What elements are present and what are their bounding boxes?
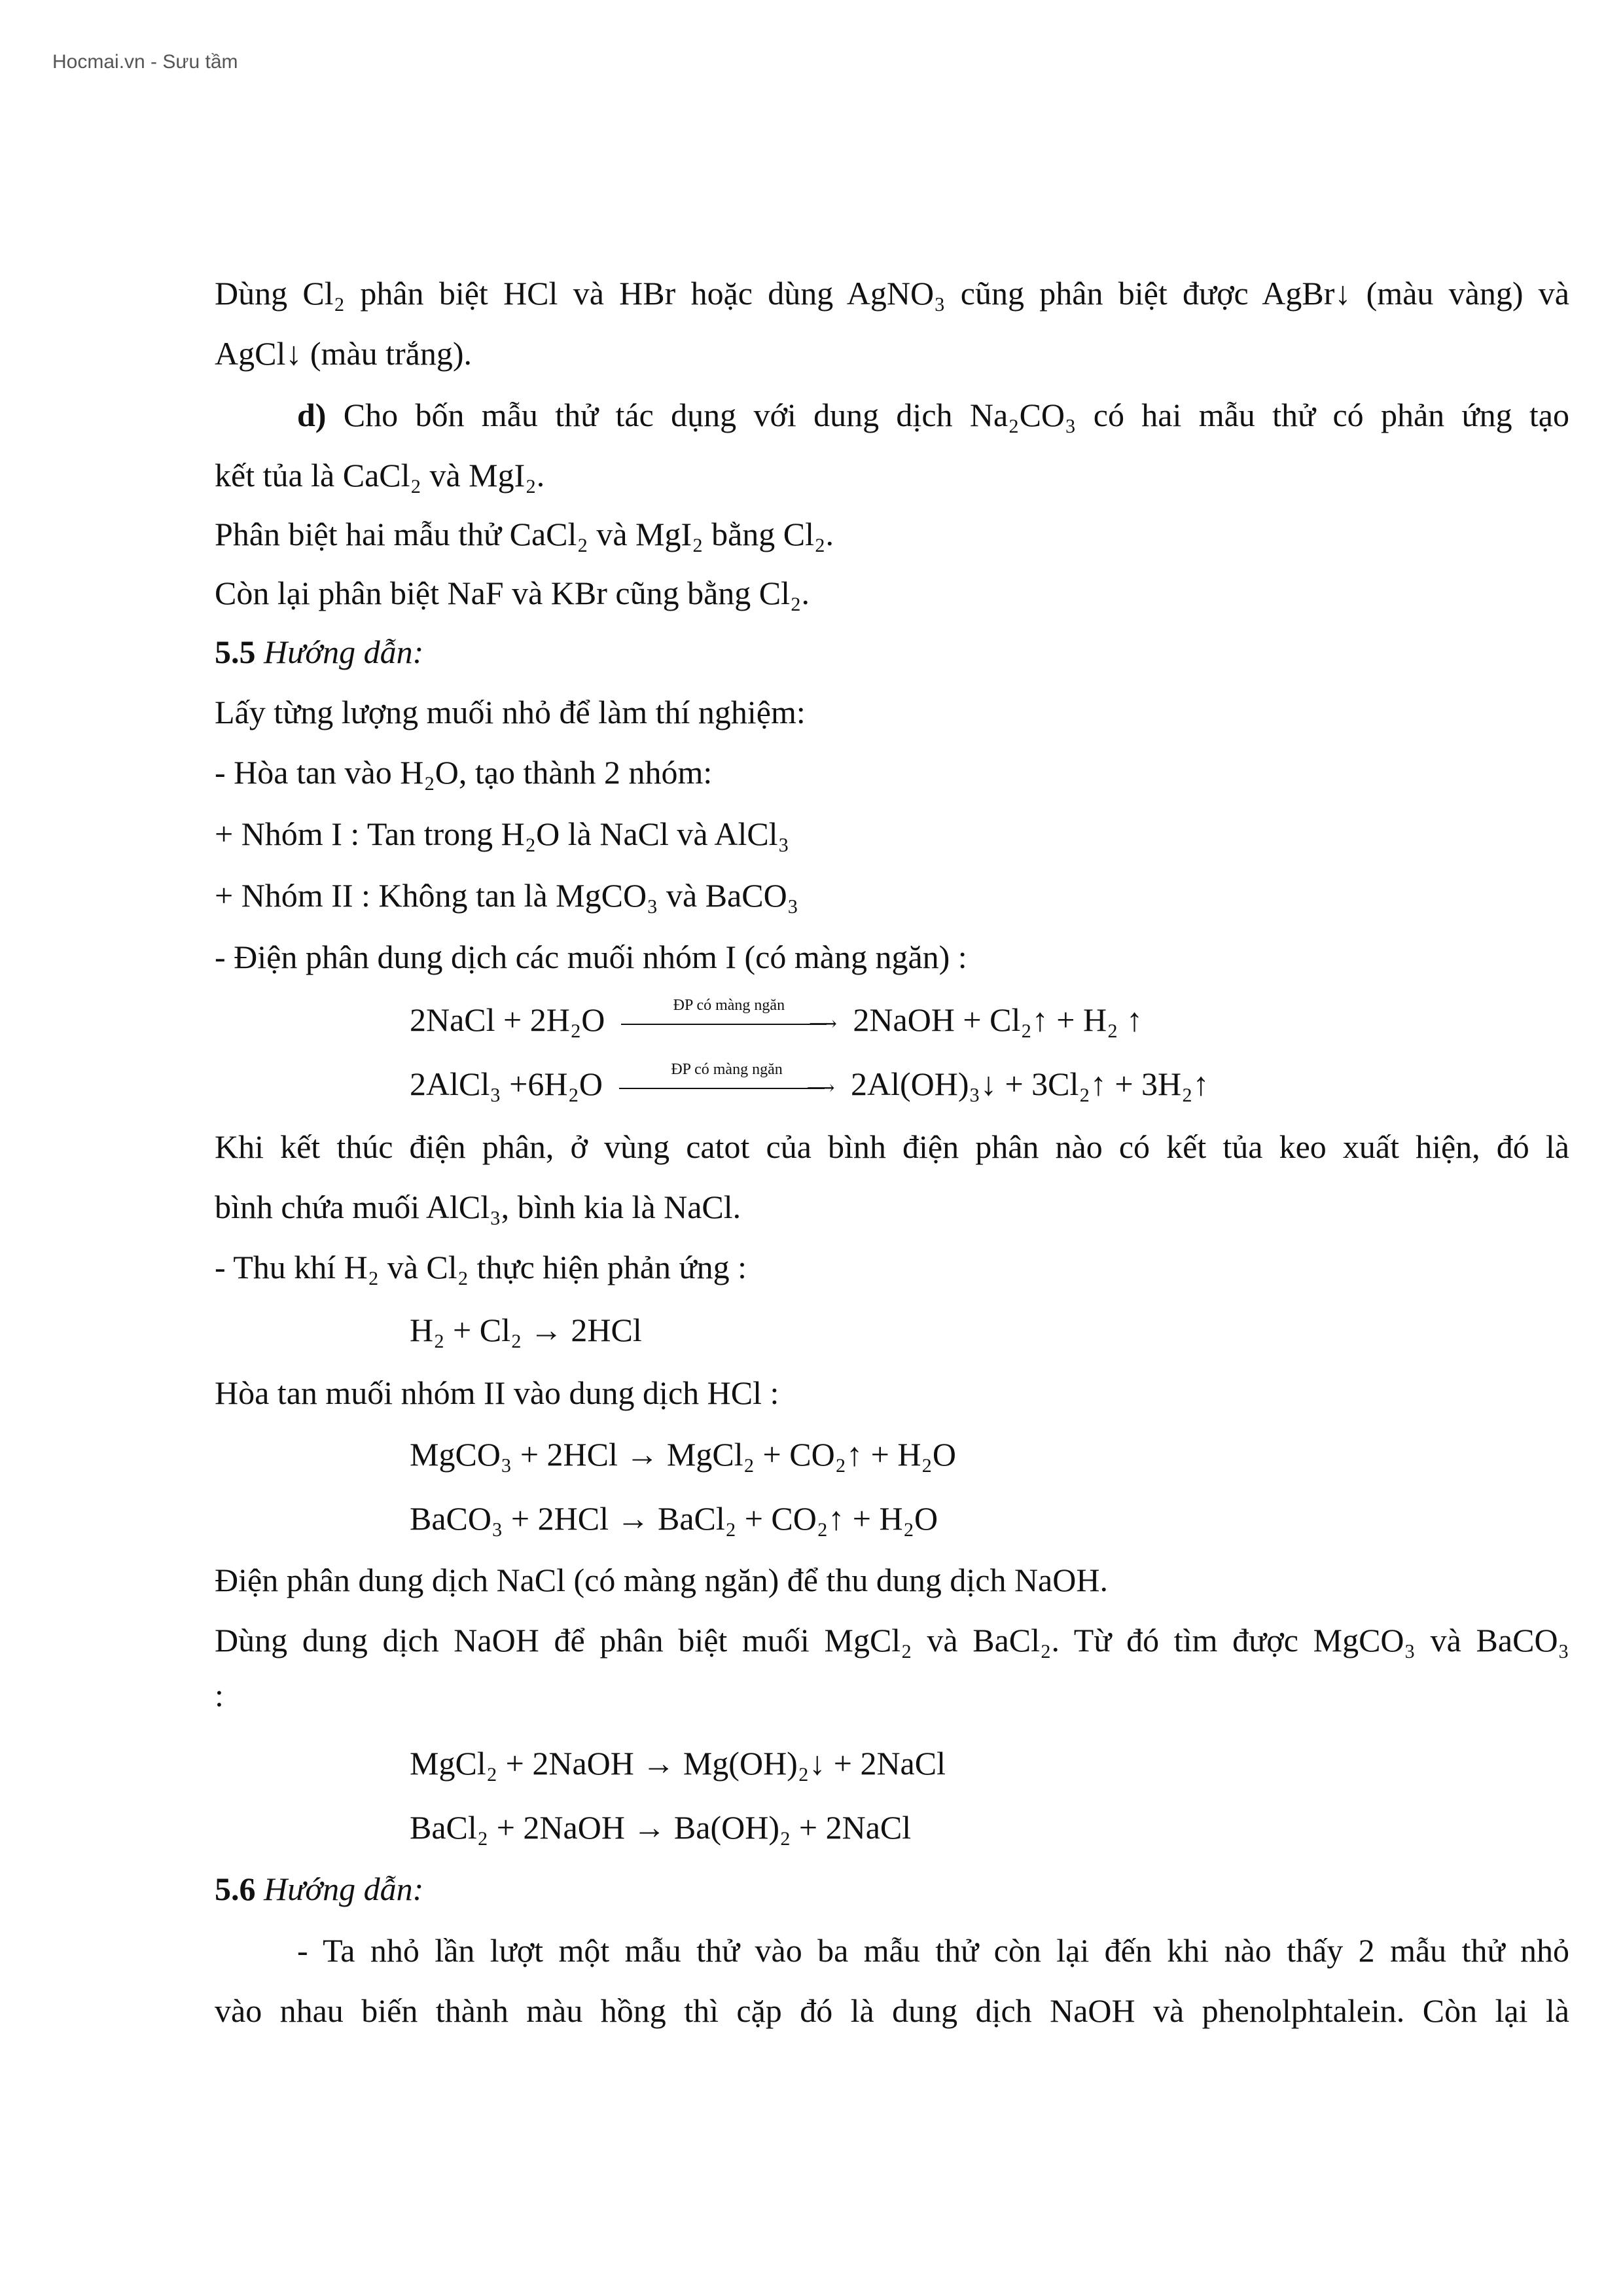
equation-7: BaCl₂ + 2NaOH → Ba(OH)₂ + 2NaCl bbox=[410, 1809, 912, 1846]
equation-right: 2NaOH + Cl₂↑ + H₂ ↑ bbox=[853, 1001, 1143, 1038]
text-line: Còn lại phân biệt NaF và KBr cũng bằng Cl₂. bbox=[215, 575, 810, 611]
text-line: - Điện phân dung dịch các muối nhóm I (có màng ngăn) : bbox=[215, 939, 967, 975]
equation-3: H₂ + Cl₂ → 2HCl bbox=[410, 1312, 642, 1348]
section-number: 5.5 bbox=[215, 634, 256, 670]
text-line: - Hòa tan vào H₂O, tạo thành 2 nhóm: bbox=[215, 754, 713, 791]
text-line: - Thu khí H₂ và Cl₂ thực hiện phản ứng : bbox=[215, 1249, 747, 1285]
text-line bbox=[215, 395, 1569, 435]
text-line: bình chứa muối AlCl₃, bình kia là NaCl. bbox=[215, 1189, 741, 1225]
text-line: + Nhóm II : Không tan là MgCO₃ và BaCO₃ bbox=[215, 877, 799, 914]
equation-1 bbox=[410, 997, 1623, 1039]
arrow-head-icon: ⟶ bbox=[808, 1013, 837, 1035]
text-line: Lấy từng lượng muối nhỏ để làm thí nghiệm: bbox=[215, 694, 806, 730]
text-line: - Ta nhỏ lần lượt một mẫu thử vào ba mẫu thử còn lại đến khi nào thấy 2 mẫu thử nhỏ bbox=[297, 1932, 1569, 1969]
section-title: Hướng dẫn: bbox=[264, 634, 424, 670]
section-number: 5.6 bbox=[215, 1871, 256, 1907]
section-title: Hướng dẫn: bbox=[264, 1871, 424, 1907]
text-line: Phân biệt hai mẫu thử CaCl₂ và MgI₂ bằng Cl₂. bbox=[215, 516, 834, 552]
watermark: Hocmai.vn - Sưu tầm bbox=[52, 51, 238, 73]
text-line: Dùng dung dịch NaOH để phân biệt muối MgCl₂ và BaCl₂. Từ đó tìm được MgCO₃ và BaCO₃ bbox=[215, 1622, 1569, 1659]
text-line: Khi kết thúc điện phân, ở vùng catot của bình điện phân nào có kết tủa keo xuất hiện, đó là bbox=[215, 1128, 1569, 1165]
arrow-head-icon: ⟶ bbox=[806, 1077, 835, 1099]
reaction-arrow bbox=[619, 1061, 835, 1103]
text-line: Dùng Cl₂ phân biệt HCl và HBr hoặc dùng AgNO₃ cũng phân biệt được AgBr↓ (màu vàng) và bbox=[215, 275, 1569, 312]
text-line: Hòa tan muối nhóm II vào dung dịch HCl : bbox=[215, 1374, 779, 1411]
equation-6: MgCl₂ + 2NaOH → Mg(OH)₂↓ + 2NaCl bbox=[410, 1745, 946, 1782]
equation-5: BaCO₃ + 2HCl → BaCl₂ + CO₂↑ + H₂O bbox=[410, 1500, 938, 1537]
arrow-condition: ĐP có màng ngăn bbox=[671, 1061, 783, 1078]
text-line: : bbox=[215, 1677, 224, 1713]
equation-4: MgCO₃ + 2HCl → MgCl₂ + CO₂↑ + H₂O bbox=[410, 1436, 956, 1473]
section-heading-5-5 bbox=[215, 632, 1569, 672]
arrow-shaft bbox=[619, 1088, 825, 1089]
reaction-arrow bbox=[621, 997, 837, 1039]
text-line: + Nhóm I : Tan trong H₂O là NaCl và AlCl₃ bbox=[215, 816, 790, 852]
item-label: d) bbox=[297, 397, 327, 433]
equation-left: 2NaCl + 2H₂O bbox=[410, 1001, 605, 1038]
arrow-shaft bbox=[621, 1024, 827, 1025]
equation-right: 2Al(OH)₃↓ + 3Cl₂↑ + 3H₂↑ bbox=[851, 1066, 1209, 1102]
text-line: vào nhau biến thành màu hồng thì cặp đó là dung dịch NaOH và phenolphtalein. Còn lại là bbox=[215, 1992, 1569, 2029]
arrow-condition: ĐP có màng ngăn bbox=[673, 997, 785, 1014]
item-text: Cho bốn mẫu thử tác dụng với dung dịch Na₂CO₃ có hai mẫu thử có phản ứng tạo bbox=[343, 397, 1569, 433]
section-heading-5-6 bbox=[215, 1869, 1569, 1909]
equation-left: 2AlCl₃ +6H₂O bbox=[410, 1066, 603, 1102]
text-line: AgCl↓ (màu trắng). bbox=[215, 335, 472, 372]
text-line: kết tủa là CaCl₂ và MgI₂. bbox=[215, 457, 545, 493]
equation-2 bbox=[410, 1061, 1623, 1103]
text-line: Điện phân dung dịch NaCl (có màng ngăn) để thu dung dịch NaOH. bbox=[215, 1562, 1108, 1598]
